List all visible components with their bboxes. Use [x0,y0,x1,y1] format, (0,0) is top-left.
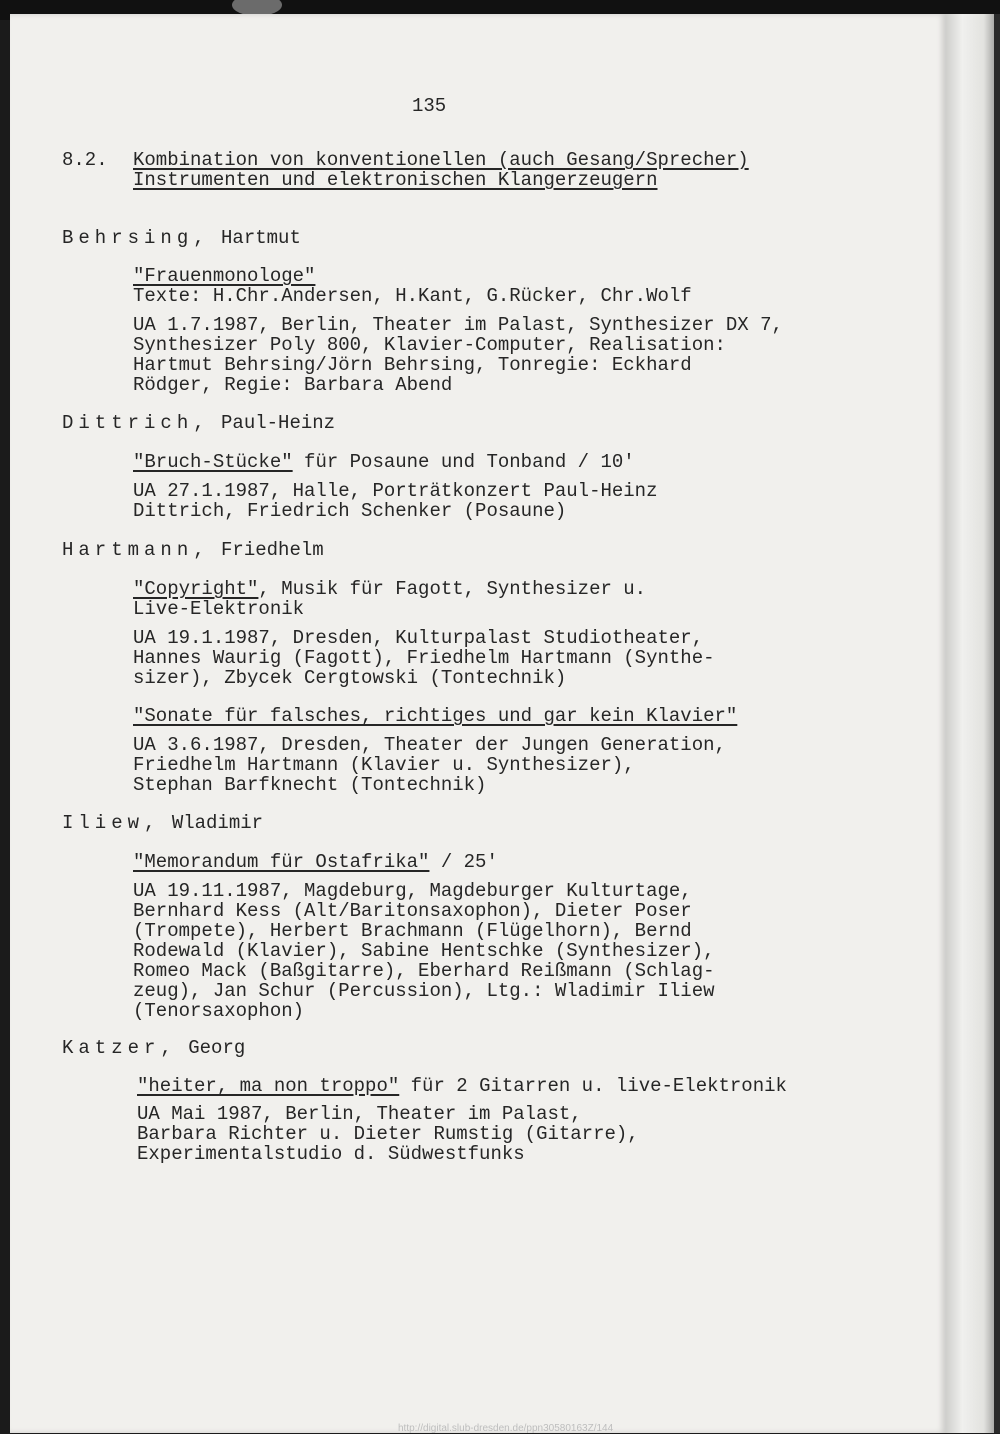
section-title-line1: Kombination von konventionellen (auch Gesang/Sprecher) [133,149,749,171]
composer-surname: Behrsing, [62,227,210,249]
work-note-line: Bernhard Kess (Alt/Baritonsaxophon), Dieter Poser [133,900,692,922]
composer-surname: Hartmann, [62,539,210,561]
source-url: http://digital.slub-dresden.de/ppn30580163Z/144 [398,1423,614,1434]
composer-firstname: Friedhelm [221,539,324,561]
work-title-suffix: , Musik für Fagott, Synthesizer u. [258,578,647,600]
work-note-line: Dittrich, Friedrich Schenker (Posaune) [133,500,567,522]
work-title: "Sonate für falsches, richtiges und gar kein Klavier" [133,705,738,727]
section-number: 8.2. [62,149,108,171]
work-note-line: (Tenorsaxophon) [133,1000,305,1022]
work-note-line: (Trompete), Herbert Brachmann (Flügelhorn), Bernd [133,920,692,942]
work-note-line: Synthesizer Poly 800, Klavier-Computer, Realisation: [133,334,726,356]
work-note-line: Rödger, Regie: Barbara Abend [133,374,453,396]
work-note-line: UA 3.6.1987, Dresden, Theater der Jungen Generation, [133,734,726,756]
work-title: "Copyright" [133,578,259,600]
work-line: Live-Elektronik [133,598,305,620]
composer-heading [62,1038,245,1058]
page-number: 135 [412,95,447,117]
composer-firstname: Hartmut [221,227,301,249]
work-line: Texte: H.Chr.Andersen, H.Kant, G.Rücker, Chr.Wolf [133,285,692,307]
work-note-line: UA 19.1.1987, Dresden, Kulturpalast Studiotheater, [133,627,704,649]
work-title: "Memorandum für Ostafrika" [133,851,430,873]
work-note-line: Stephan Barfknecht (Tontechnik) [133,774,487,796]
page-edge-shadow [994,14,1000,1433]
work-note-line: UA Mai 1987, Berlin, Theater im Palast, [137,1103,582,1125]
composer-firstname: Wladimir [171,812,264,834]
work-note-line: Friedhelm Hartmann (Klavier u. Synthesizer), [133,754,635,776]
work-title-line [137,1076,787,1096]
work-title: "Frauenmonologe" [133,265,316,287]
composer-heading [62,228,301,248]
work-title-line [133,579,646,599]
work-title: "Bruch-Stücke" [133,451,293,473]
work-title-suffix: / 25' [429,851,498,873]
composer-heading [62,813,263,833]
work-title-line [133,852,498,872]
work-title-suffix: für Posaune und Tonband / 10' [292,451,635,473]
page-edge-strip [946,14,1000,1433]
composer-firstname: Paul-Heinz [221,412,336,434]
work-note-line: Experimentalstudio d. Südwestfunks [137,1143,525,1165]
work-title-line [133,452,635,472]
work-note-line: Rodewald (Klavier), Sabine Hentschke (Synthesizer), [133,940,715,962]
composer-heading [62,540,324,560]
work-note-line: Barbara Richter u. Dieter Rumstig (Gitarre), [137,1123,639,1145]
composer-surname: Dittrich, [62,412,210,434]
work-title-suffix: für 2 Gitarren u. live-Elektronik [399,1075,787,1097]
composer-surname: Iliew, [62,812,161,834]
work-note-line: Hannes Waurig (Fagott), Friedhelm Hartmann (Synthe- [133,647,715,669]
section-title-line2: Instrumenten und elektronischen Klangerzeugern [133,169,658,191]
composer-heading [62,413,335,433]
work-note-line: UA 27.1.1987, Halle, Porträtkonzert Paul-Heinz [133,480,658,502]
work-title: "heiter, ma non troppo" [137,1075,400,1097]
work-note-line: sizer), Zbycek Cergtowski (Tontechnik) [133,667,567,689]
composer-firstname: Georg [188,1037,246,1059]
composer-surname: Katzer, [62,1037,177,1059]
work-note-line: Romeo Mack (Baßgitarre), Eberhard Reißmann (Schlag- [133,960,715,982]
work-note-line: zeug), Jan Schur (Percussion), Ltg.: Wladimir Iliew [133,980,715,1002]
work-note-line: UA 1.7.1987, Berlin, Theater im Palast, Synthesizer DX 7, [133,314,783,336]
work-note-line: UA 19.11.1987, Magdeburg, Magdeburger Kulturtage, [133,880,692,902]
work-note-line: Hartmut Behrsing/Jörn Behrsing, Tonregie: Eckhard [133,354,692,376]
